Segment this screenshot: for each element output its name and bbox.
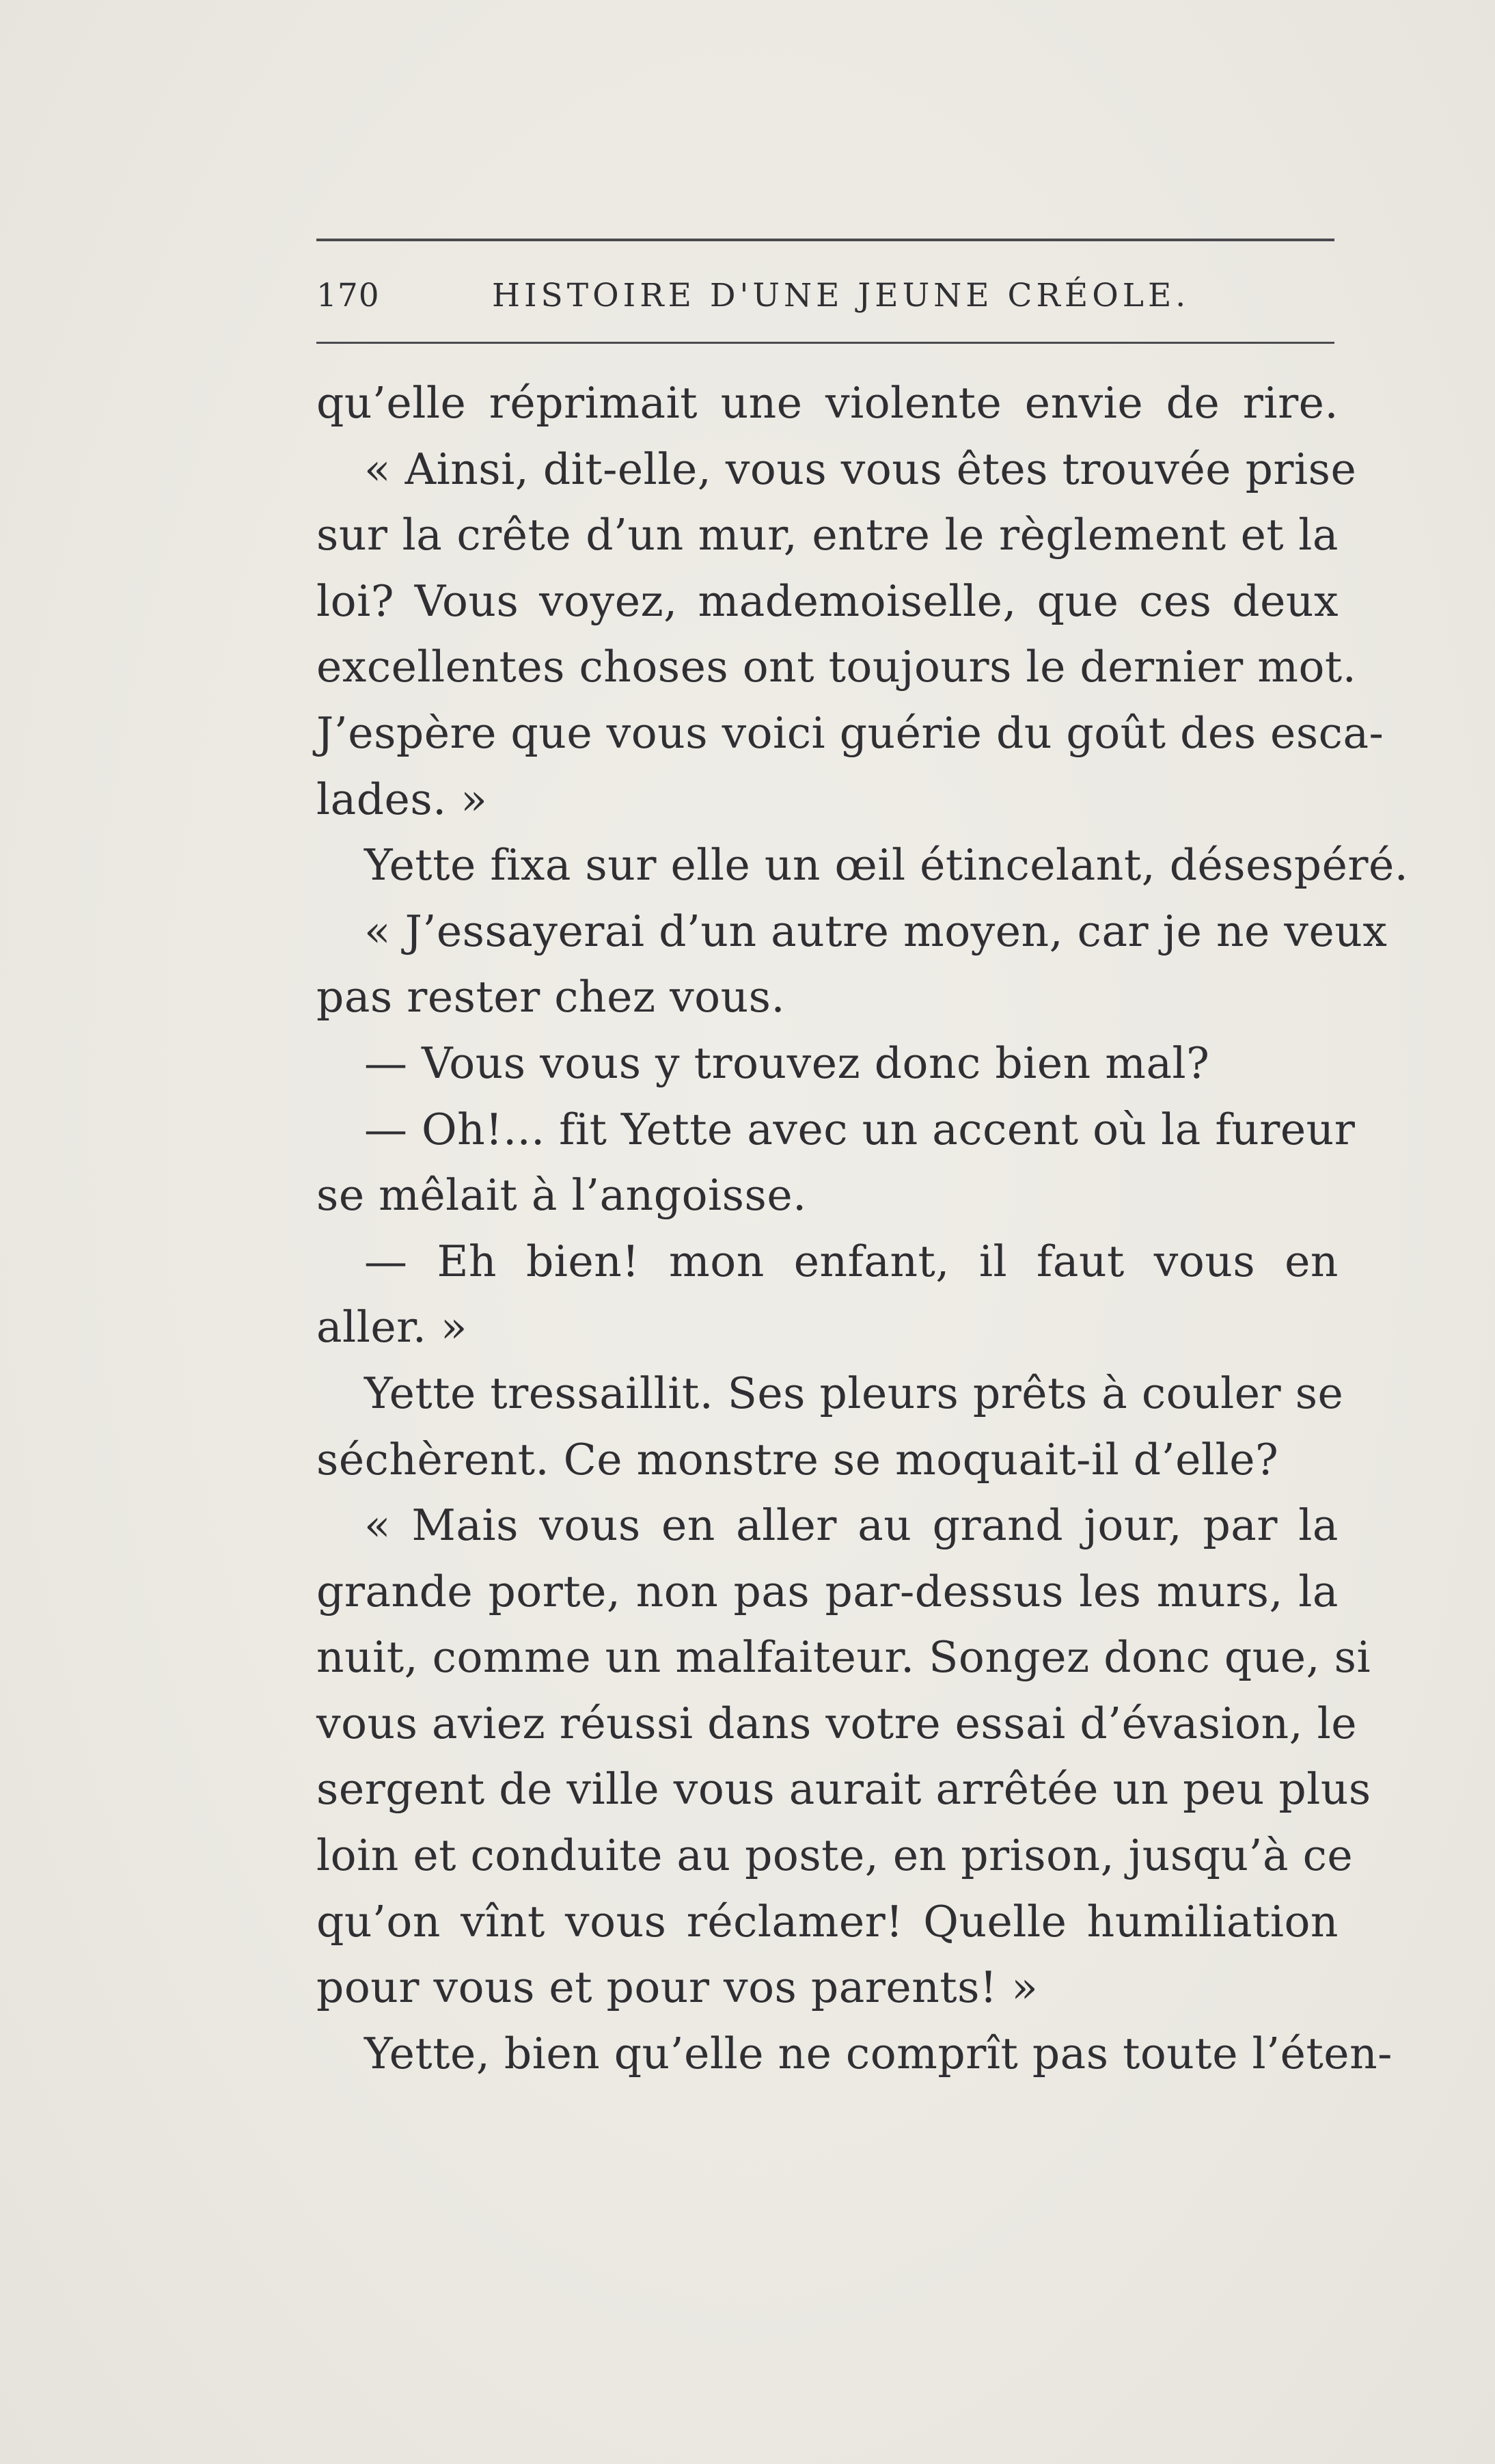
text-line: Yette, bien qu’elle ne comprît pas toute l’éten- [364,2028,1393,2079]
text-line: nuit, comme un malfaiteur. Songez donc que, si [316,1632,1371,1683]
text-line: pas rester chez vous. [316,972,786,1023]
text-line: Yette fixa sur elle un œil étincelant, désespéré. [364,840,1409,891]
text-line: loin et conduite au poste, en prison, jusqu’à ce [316,1830,1354,1881]
text-line: qu’elle réprimait une violente envie de rire. [316,378,1339,428]
text-line: — Eh bien! mon enfant, il faut vous en [364,1236,1339,1286]
running-title: HISTOIRE D'UNE JEUNE CRÉOLE. [492,277,1190,314]
text-line: lades. » [316,774,488,824]
text-line: J’espère que vous voici guérie du goût des esca- [316,707,1384,758]
text-line: vous aviez réussi dans votre essai d’évasion, le [316,1698,1358,1748]
text-line: sergent de ville vous aurait arrêtée un peu plus [316,1764,1371,1815]
header-rule-top [316,239,1334,241]
text-line: loi? Vous voyez, mademoiselle, que ces deux [316,576,1339,626]
text-line: pour vous et pour vos parents! » [316,1962,1039,2013]
page-number: 170 [316,277,380,314]
text-line: grande porte, non pas par-dessus les murs, la [316,1566,1339,1616]
body-text [316,370,1409,2087]
text-line: séchèrent. Ce monstre se moquait-il d’elle? [316,1434,1279,1485]
text-line: se mêlait à l’angoisse. [316,1170,807,1221]
text-line: sur la crête d’un mur, entre le règlement et la [316,510,1339,560]
header-rule-bottom [316,342,1334,344]
text-line: « Ainsi, dit-elle, vous vous êtes trouvée prise [364,444,1357,494]
text-line: — Oh!... fit Yette avec un accent où la fureur [364,1104,1356,1154]
text-line: qu’on vînt vous réclamer! Quelle humiliation [316,1896,1339,1947]
text-line: aller. » [316,1302,467,1353]
running-head [316,272,1334,320]
text-line: — Vous vous y trouvez donc bien mal? [364,1038,1210,1088]
text-line: « J’essayerai d’un autre moyen, car je ne veux [364,906,1388,956]
text-line: excellentes choses ont toujours le dernier mot. [316,642,1357,692]
text-line: Yette tressaillit. Ses pleurs prêts à couler se [364,1368,1344,1418]
text-line: « Mais vous en aller au grand jour, par la [364,1500,1339,1551]
